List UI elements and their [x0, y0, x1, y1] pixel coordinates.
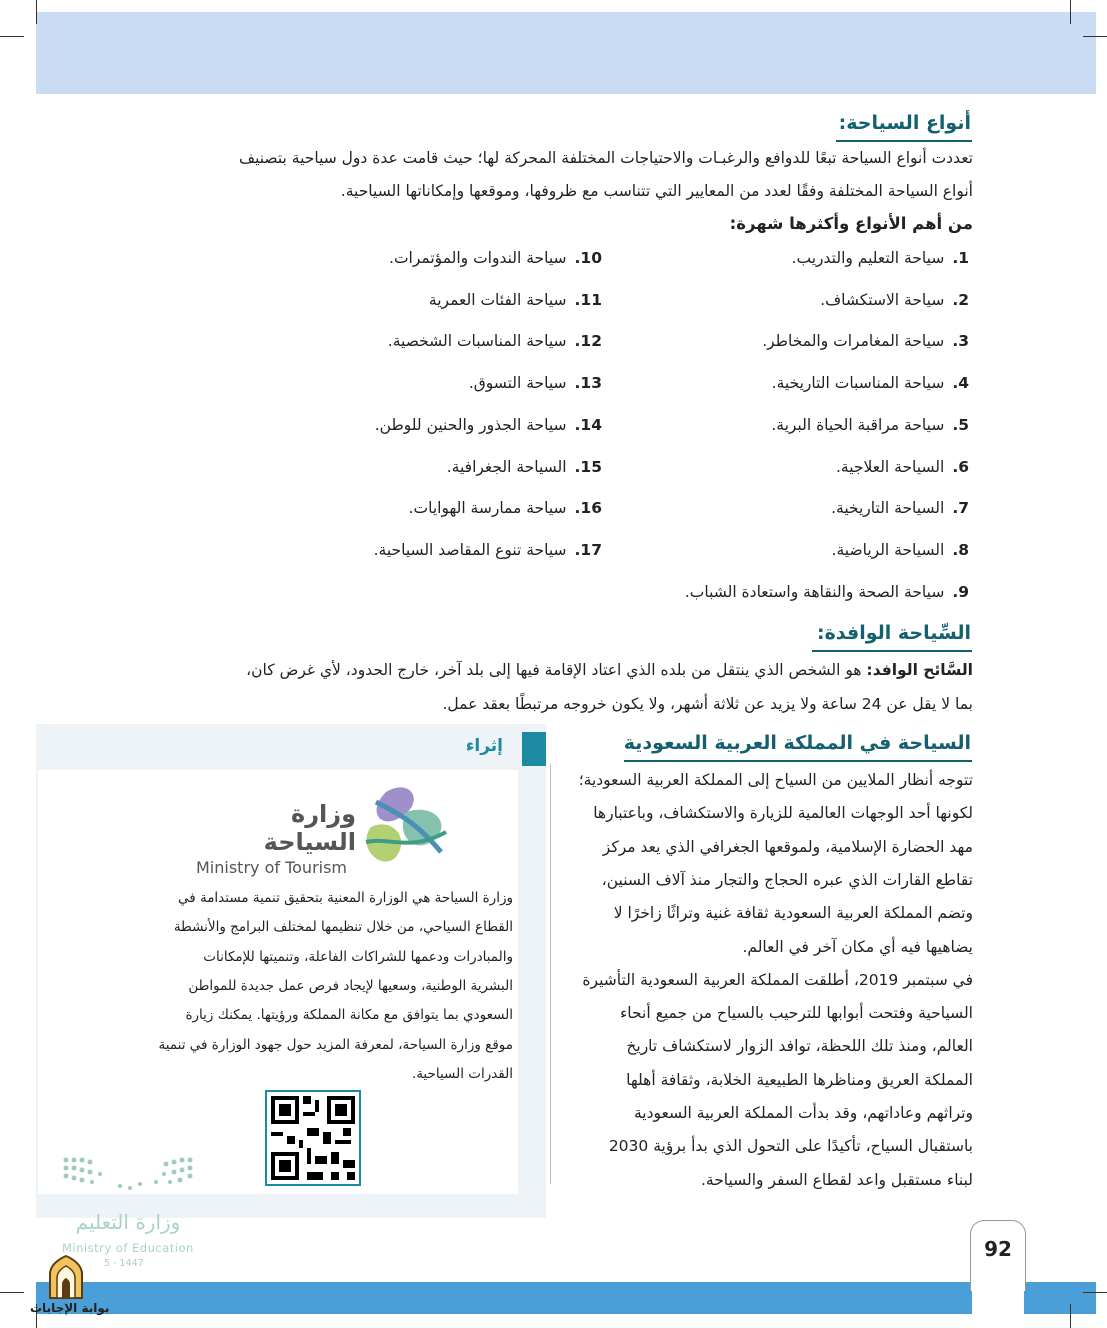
list-item-number: .14 — [574, 415, 602, 434]
tourism-logo-text — [196, 800, 356, 877]
top-header-band — [36, 12, 1096, 94]
heading-underline — [624, 760, 972, 762]
list-item — [762, 332, 969, 350]
list-item-number: .7 — [952, 499, 969, 518]
list-item-text: سياحة ممارسة الهوايات. — [408, 499, 567, 518]
list-item-number: .12 — [574, 332, 602, 351]
list-item — [685, 583, 969, 601]
page-number: 92 — [984, 1237, 1012, 1261]
saudi-paragraph-line: في سبتمبر 2019، أطلقت المملكة العربية السعودية التأشيرة — [582, 970, 973, 989]
qr-code-icon — [267, 1092, 359, 1184]
list-item — [447, 458, 602, 476]
heading-underline — [812, 650, 972, 652]
enrichment-paragraph-line: السعودي بما يتوافق مع مكانة المملكة ورؤيتها. يمكنك زيارة — [185, 1007, 513, 1024]
crop-mark — [0, 1292, 24, 1293]
gateway-watermark-text: بوابة الإجابات — [30, 1301, 110, 1315]
saudi-paragraph-line: يضاهيها فيه أي مكان آخر في العالم. — [742, 937, 973, 956]
saudi-paragraph-line: مهد الحضارة الإسلامية، ولموقعها الجغرافي الذي يعد مركز — [602, 837, 973, 856]
moe-logo-arabic: وزارة التعليم — [75, 1210, 181, 1234]
gateway-building-icon — [44, 1254, 88, 1300]
qr-code[interactable] — [265, 1090, 361, 1186]
page-number-tab — [970, 1220, 1026, 1291]
list-item-text: السياحة الرياضية. — [831, 540, 945, 559]
list-item-number: .3 — [952, 332, 969, 351]
saudi-paragraph-line: لبناء مستقبل واعد لقطاع السفر والسياحة. — [700, 1170, 973, 1189]
saudi-paragraph-line: العالم، ومنذ تلك اللحظة، توافد الزوار لاستكشاف تاريخ — [626, 1037, 973, 1056]
crop-mark — [1083, 36, 1107, 37]
list-item-text: سياحة التعليم والتدريب. — [791, 249, 945, 267]
list-item-number: .11 — [574, 290, 602, 309]
list-item-text: السياحة العلاجية. — [835, 457, 945, 476]
moe-logo-english: Ministry of Education — [62, 1241, 194, 1255]
tourism-logo-icon — [356, 782, 456, 868]
saudi-paragraph-line: لكونها أحد الوجهات العالمية للزيارة والاستكشاف، وباعتبارها — [593, 804, 973, 823]
list-item-text: سياحة التسوق. — [468, 374, 567, 393]
bottom-footer-band — [36, 1282, 972, 1314]
list-item-text: سياحة الفئات العمرية — [428, 290, 567, 309]
tourism-logo-english: Ministry of Tourism — [196, 858, 348, 877]
inbound-term: السَّائح الوافد: — [866, 661, 973, 679]
section-heading-types: أنواع السياحة: — [838, 112, 971, 134]
section-heading-inbound: السِّياحة الوافدة: — [816, 622, 971, 644]
enrichment-paragraph-line: موقع وزارة السياحة، لمعرفة المزيد حول جهود الوزارة في تنمية — [158, 1036, 513, 1053]
list-item — [792, 249, 969, 267]
list-item-number: .9 — [952, 582, 969, 601]
inbound-definition-line-1 — [133, 654, 973, 687]
list-item — [831, 499, 969, 517]
list-item-text: السياحة التاريخية. — [831, 499, 945, 518]
crop-mark — [1083, 1292, 1107, 1293]
list-item-number: .1 — [952, 249, 969, 267]
saudi-paragraph-line: المملكة العريق ومناظرها الطبيعية الخلابة، وثقافة أهلها — [626, 1070, 973, 1089]
list-item — [374, 541, 602, 559]
enrichment-paragraph-line: القطاع السياحي، من خلال تنظيمها لمختلف البرامج والأنشطة — [173, 919, 513, 936]
list-item-text: سياحة المناسبات التاريخية. — [771, 374, 945, 393]
crop-mark — [36, 0, 37, 24]
list-item — [820, 291, 969, 309]
enrichment-paragraph-line: والمبادرات ودعمها للشراكات الفاعلة، وتنميتها للإمكانات — [203, 948, 513, 965]
crop-mark — [1070, 0, 1071, 24]
list-item-text: سياحة المغامرات والمخاطر. — [762, 332, 945, 351]
saudi-paragraph-line: وتضم المملكة العربية السعودية ثقافة غنية وتراثًا زاخرًا لا — [613, 904, 973, 923]
intro-paragraph-line-2: أنواع السياحة المختلفة وفقًا لعدد من المعايير التي تتناسب مع ظروفها، وموقعها وإمكاناتها السياحية. — [340, 182, 973, 200]
list-item-text: سياحة المناسبات الشخصية. — [387, 332, 567, 351]
saudi-paragraph-line: باستقبال السياح، تأكيدًا على التحول الذي بدأ برؤية 2030 — [608, 1137, 973, 1156]
column-divider — [550, 764, 551, 1184]
list-item-text: سياحة تنوع المقاصد السياحية. — [373, 540, 567, 559]
list-item-number: .8 — [952, 540, 969, 559]
saudi-paragraph-line: السياحية وفتحت أبوابها للترحيب بالسياح من جميع أنحاء — [620, 1004, 973, 1023]
saudi-paragraph-line: وتراثهم وعاداتهم، وقد بدأت المملكة العربية السعودية — [634, 1104, 973, 1122]
list-item-text: سياحة مراقبة الحياة البرية. — [771, 415, 945, 434]
enrichment-title: إثراء — [465, 736, 503, 756]
list-item — [429, 291, 602, 309]
list-item — [388, 332, 602, 350]
list-item-number: .4 — [952, 374, 969, 393]
list-item-number: .16 — [574, 499, 602, 518]
enrichment-paragraph-line: وزارة السياحة هي الوزارة المعنية بتحقيق تنمية مستدامة في — [177, 890, 513, 906]
list-item-number: .17 — [574, 540, 602, 559]
crop-mark — [1070, 1304, 1071, 1328]
list-item-text: سياحة الاستكشاف. — [820, 290, 945, 309]
list-item — [836, 458, 969, 476]
enrichment-paragraph-line: القدرات السياحية. — [411, 1065, 513, 1082]
saudi-paragraph-line: تتوجه أنظار الملايين من السياح إلى المملكة العربية السعودية؛ — [578, 771, 973, 789]
list-item-number: .2 — [952, 290, 969, 309]
inbound-definition-line-2: بما لا يقل عن 24 ساعة ولا يزيد عن ثلاثة أشهر، ولا يكون خروجه مرتبطًا بعقد عمل. — [442, 695, 973, 713]
list-item — [409, 499, 602, 517]
section-heading-saudi: السياحة في المملكة العربية السعودية — [623, 732, 971, 754]
list-item — [832, 541, 969, 559]
list-item — [375, 416, 602, 434]
list-item — [772, 374, 969, 392]
saudi-paragraph-line: تقاطع القارات الذي عبره الحجاج والتجار منذ آلاف السنين، — [601, 870, 973, 889]
tourism-logo-arabic: وزارة السياحة — [263, 800, 356, 856]
enrichment-tab-marker — [522, 732, 546, 766]
enrichment-paragraph-line: البشرية الوطنية، وسعيها لإيجاد فرص عمل جديدة للمواطن — [188, 977, 513, 994]
crop-mark — [0, 36, 24, 37]
list-item — [389, 249, 602, 267]
list-item-number: .5 — [952, 415, 969, 434]
list-item — [771, 416, 969, 434]
inbound-definition-text: هو الشخص الذي ينتقل من بلده الذي اعتاد الإقامة فيها إلى بلد آخر، خارج الحدود، لأي غرض كان، — [246, 661, 867, 679]
list-item-number: .13 — [574, 374, 602, 393]
list-item-text: سياحة الندوات والمؤتمرات. — [389, 249, 567, 267]
subheading-popular-types: من أهم الأنواع وأكثرها شهرة: — [729, 214, 973, 233]
list-item-number: .15 — [574, 457, 602, 476]
intro-paragraph-line-1: تعددت أنواع السياحة تبعًا للدوافع والرغبـات والاحتياجات المختلفة المحركة لها؛ حيث قامت عدة دول سياحية بتصنيف — [239, 149, 973, 167]
list-item-text: السياحة الجغرافية. — [446, 457, 567, 476]
moe-logo-year: 5 - 1447 — [104, 1258, 144, 1269]
moe-dots-logo-icon — [60, 1152, 200, 1196]
bottom-footer-band-right — [1024, 1282, 1096, 1314]
list-item-number: .6 — [952, 457, 969, 476]
list-item — [469, 374, 602, 392]
list-item-text: سياحة الجذور والحنين للوطن. — [374, 415, 567, 434]
list-item-text: سياحة الصحة والنقاهة واستعادة الشباب. — [684, 582, 945, 601]
list-item-number: .10 — [574, 249, 602, 267]
